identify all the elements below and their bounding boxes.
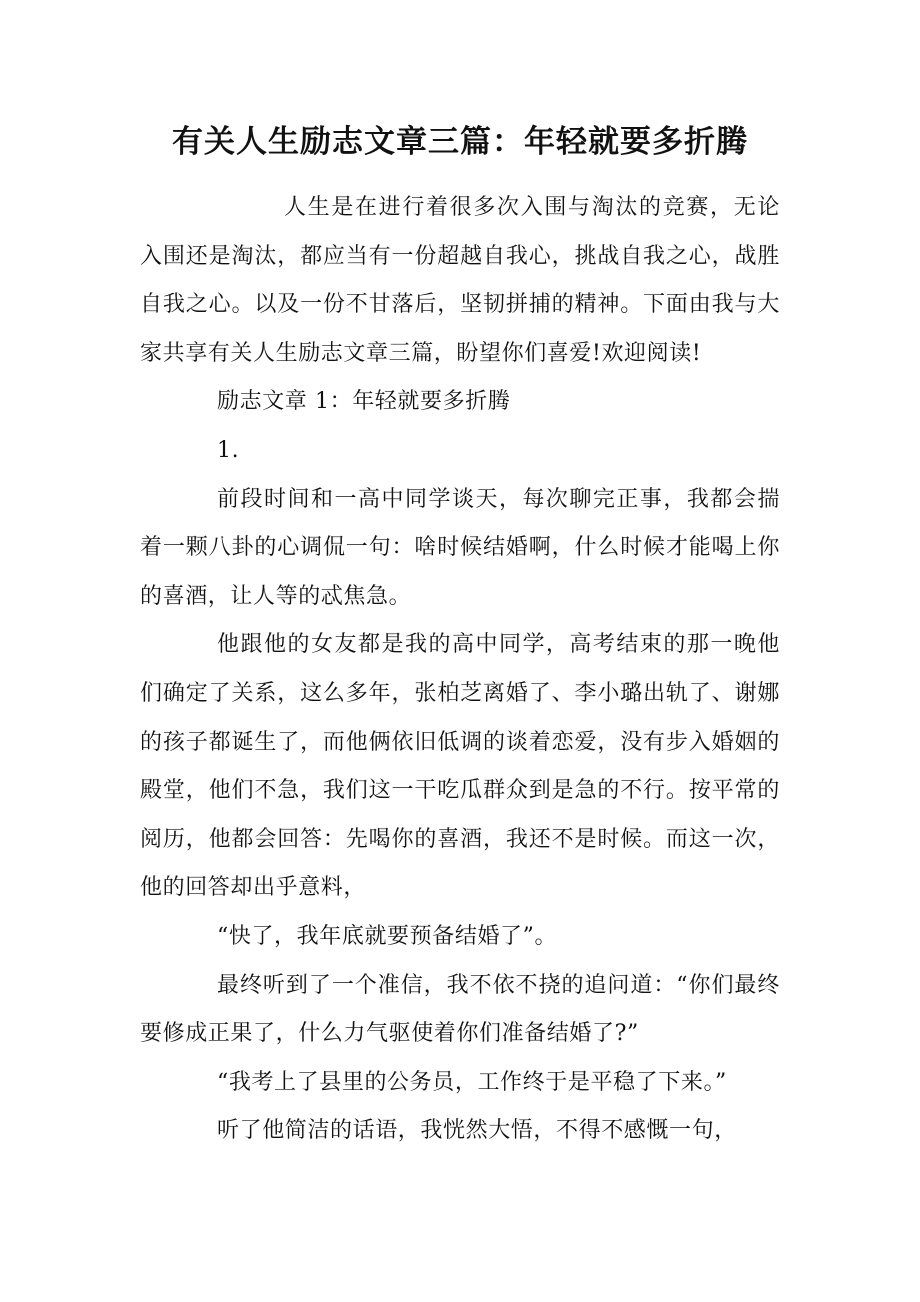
article-body — [140, 184, 780, 1156]
body-paragraph: 他跟他的女友都是我的高中同学，高考结束的那一晚他们确定了关系，这么多年，张柏芝离婚了、李小璐出轨了、谢娜的孩子都诞生了，而他俩依旧低调的谈着恋爱，没有步入婚姻的殿堂，他们不急，我们这一干吃瓜群众到是急的不行。按平常的阅历，他都会回答：先喝你的喜酒，我还不是时候。而这一次，他的回答却出乎意料， — [140, 632, 780, 901]
body-paragraph: 听了他简洁的话语，我恍然大悟，不得不感慨一句， — [217, 1118, 737, 1144]
body-paragraph: 前段时间和一高中同学谈天，每次聊完正事，我都会揣着一颗八卦的心调侃一句：啥时候结婚啊，什么时候才能喝上你的喜酒，让人等的忒焦急。 — [140, 486, 780, 609]
dialogue-paragraph: “快了，我年底就要预备结婚了”。 — [217, 923, 558, 949]
section-heading: 励志文章 1：年轻就要多折腾 — [217, 389, 511, 415]
intro-paragraph: 人生是在进行着很多次入围与淘汰的竞赛，无论入围还是淘汰，都应当有一份超越自我心，挑战自我之心，战胜自我之心。以及一份不甘落后，坚韧拼捕的精神。下面由我与大家共享有关人生励志文章三篇，盼望你们喜爱!欢迎阅读! — [140, 195, 780, 366]
page-title: 有关人生励志文章三篇：年轻就要多折腾 — [172, 124, 748, 160]
section-number: 1. — [217, 437, 240, 463]
body-paragraph: 最终听到了一个准信，我不依不挠的追问道：“你们最终要修成正果了，什么力气驱使着你们准备结婚了?” — [140, 972, 780, 1047]
dialogue-paragraph: “我考上了县里的公务员，工作终于是平稳了下来。” — [217, 1069, 727, 1095]
